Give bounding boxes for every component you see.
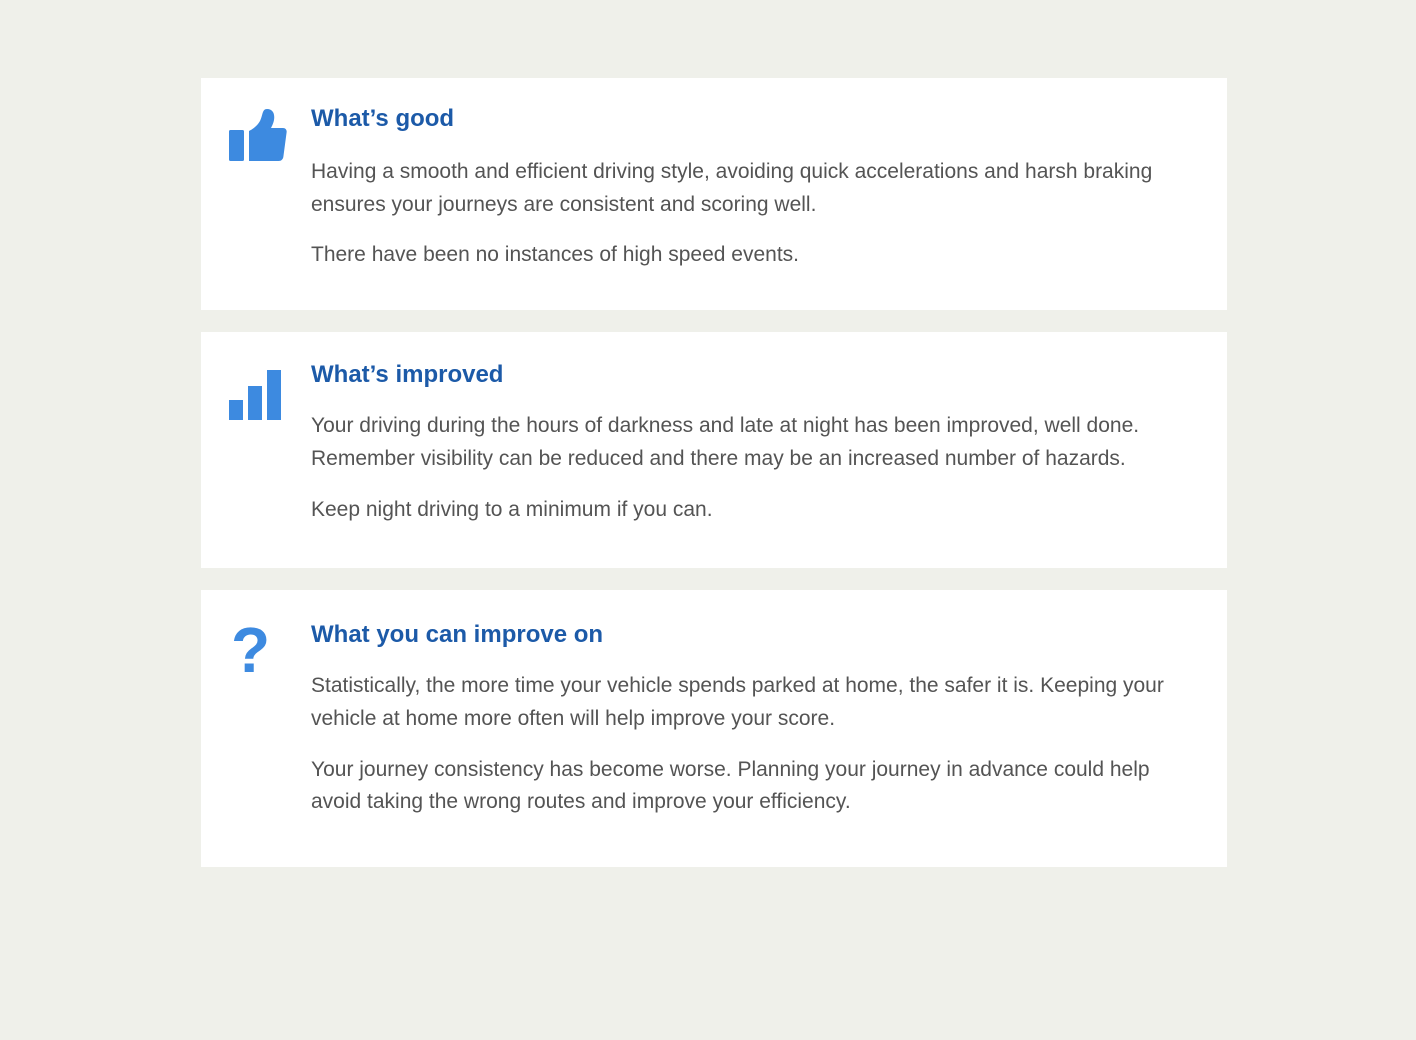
- card-body: [311, 360, 1187, 526]
- card-title: What’s improved: [311, 361, 504, 389]
- card-paragraph: Your journey consistency has become worse. Planning your journey in advance could help avoid taking the wrong routes and improve your efficiency.: [311, 757, 1150, 814]
- card-icon-container: [229, 360, 311, 420]
- card-icon-container: [229, 620, 311, 682]
- feedback-card-list: [201, 78, 1227, 867]
- bar-chart-icon: [229, 370, 285, 420]
- svg-text:?: ?: [231, 620, 271, 683]
- card-paragraph: Statistically, the more time your vehicle spends parked at home, the safer it is. Keeping your vehicle at home more often will help improve your score.: [311, 674, 1164, 730]
- card-paragraph: Your driving during the hours of darkness and late at night has been improved, well done. Remember visibility can be reduced and there may be an increased number of hazards.: [311, 414, 1140, 470]
- card-title: What’s good: [311, 105, 455, 132]
- feedback-card-whats-good: [201, 78, 1227, 310]
- thumbs-up-icon: [229, 108, 287, 164]
- card-body: [311, 104, 1187, 272]
- card-title: What you can improve on: [311, 621, 604, 649]
- card-paragraph: Having a smooth and efficient driving style, avoiding quick accelerations and harsh braking ensures your journeys are consistent and scoring well.: [311, 160, 1153, 216]
- card-icon-container: [229, 104, 311, 164]
- question-mark-icon: [229, 620, 275, 682]
- feedback-card-what-you-can-improve-on: [201, 590, 1227, 867]
- feedback-card-whats-improved: [201, 332, 1227, 568]
- card-body: [311, 620, 1187, 819]
- card-paragraph: Keep night driving to a minimum if you can.: [311, 497, 713, 521]
- card-paragraph: There have been no instances of high speed events.: [311, 243, 800, 267]
